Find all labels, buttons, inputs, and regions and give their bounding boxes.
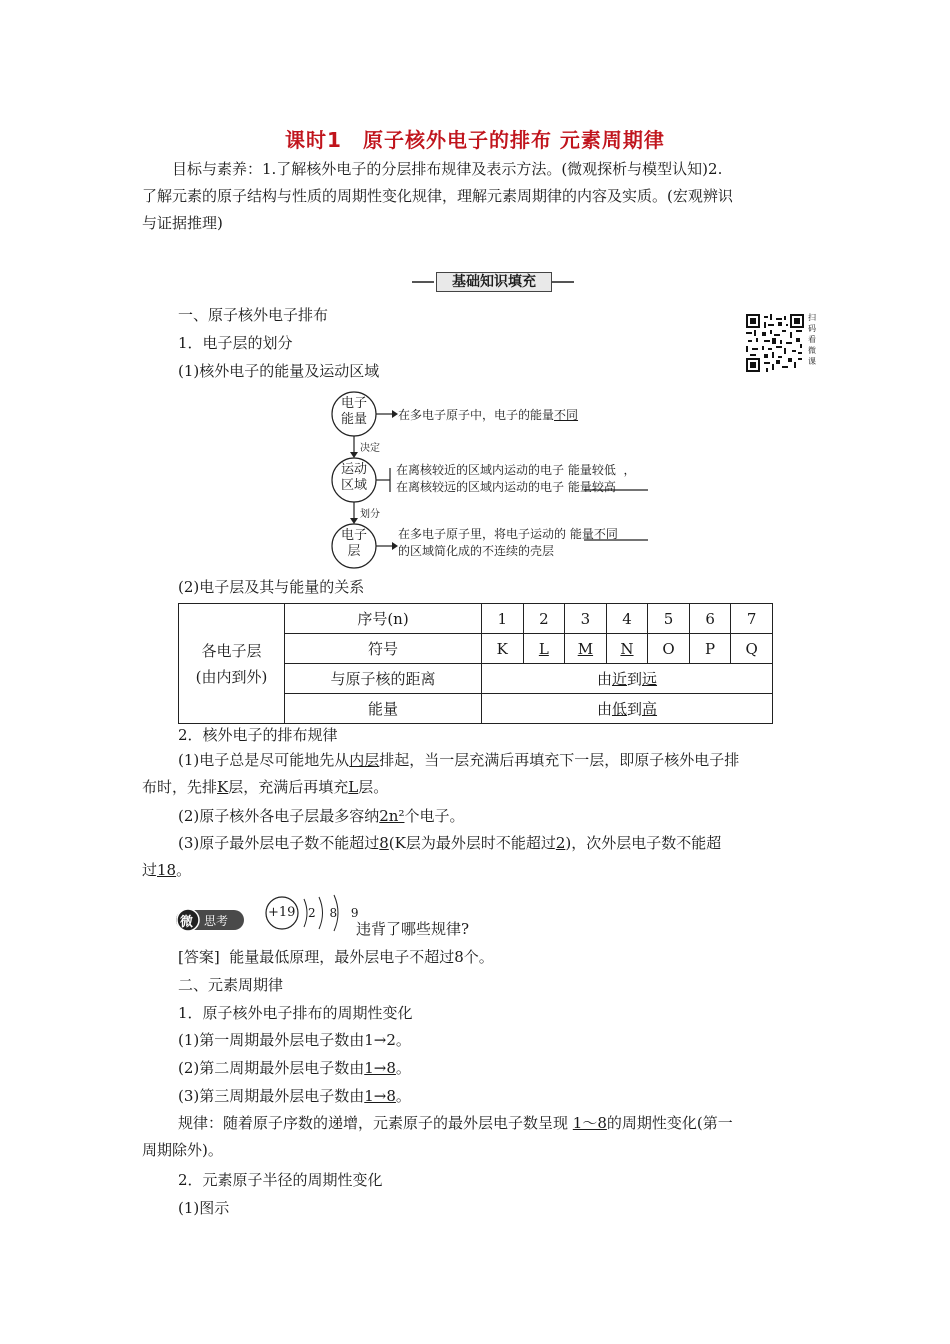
node-region-l2: 区域 — [340, 478, 367, 493]
learning-goals — [142, 156, 808, 237]
cell-label-energy: 能量 — [285, 694, 482, 724]
cell-distance: 由近到远 — [482, 664, 773, 694]
node-shell-l1: 电子 — [340, 528, 367, 543]
periodic-rule: 规律：随着原子序数的递增，元素原子的最外层电子数呈现 1～8的周期性变化(第一 周期除外)。 — [142, 1114, 733, 1159]
rule-1: (1)电子总是尽可能地先从内层排起，当一层充满后再填充下一层，即原子核外电子排 布时，先排K层，充满后再填充L层。 — [142, 751, 740, 796]
qr-code-icon[interactable] — [746, 314, 804, 372]
subsection-1-2: 2．核外电子的排布规律 — [178, 726, 338, 744]
region-note: 在离核较近的区域内运动的电子 能量较低 ， 在离核较远的区域内运动的电子 能量较高 — [396, 463, 636, 494]
energy-note: 在多电子原子中，电子的能量不同 — [398, 408, 579, 422]
section-2-heading: 二、元素周期律 — [178, 976, 284, 994]
cell-label-n: 序号(n) — [285, 604, 482, 634]
subsection-1-1: 1．电子层的划分 — [178, 334, 293, 352]
node-shell-l2: 层 — [347, 544, 361, 559]
section-banner — [412, 272, 574, 292]
table-row-header: 各电子层 (由内到外) — [179, 604, 285, 724]
atom-structure-diagram: +19 2 8 9 — [264, 893, 352, 935]
node-energy-l2: 能量 — [340, 412, 367, 427]
think-badge: 微 思考 — [176, 908, 244, 932]
cell-label-symbol: 符号 — [285, 634, 482, 664]
period-1-line: (1)第一周期最外层电子数由1→2。 — [178, 1031, 411, 1049]
subsection-2-2a: (1)图示 — [178, 1199, 230, 1217]
node-energy-l1: 电子 — [340, 396, 367, 411]
energy-diagram — [326, 390, 656, 570]
goal-line-3: 与证据推理) — [142, 214, 223, 232]
node-region-l1: 运动 — [340, 462, 367, 477]
rule-2: (2)原子核外各电子层最多容纳2n²个电子。 — [178, 807, 465, 825]
arrow-label-divides: 划分 — [360, 509, 380, 520]
page-title: 课时1 原子核外电子的排布 元素周期律 — [285, 128, 665, 152]
think-answer: [答案] 能量最低原理，最外层电子不超过8个。 — [178, 948, 494, 966]
subsection-1-1b: (2)电子层及其与能量的关系 — [178, 578, 365, 596]
banner-label: 基础知识填充 — [436, 272, 552, 292]
shell-table: 各电子层 (由内到外) 序号(n) 1 2 3 4 5 6 7 符号 K L M N O P Q 与原子核的距离 由近到远 能量 由低到高 — [178, 603, 773, 724]
cell-label-distance: 与原子核的距离 — [285, 664, 482, 694]
shell-note: 在多电子原子里，将电子运动的 能量不同 的区域简化成的不连续的壳层 — [398, 527, 618, 558]
subsection-2-2: 2．元素原子半径的周期性变化 — [178, 1171, 383, 1189]
subsection-1-1a: (1)核外电子的能量及运动区域 — [178, 362, 380, 380]
subsection-2-1: 1．原子核外电子排布的周期性变化 — [178, 1004, 413, 1022]
period-3-line: (3)第三周期最外层电子数由1→8。 — [178, 1087, 411, 1105]
arrow-label-determines: 决定 — [360, 443, 380, 454]
period-2-line: (2)第二周期最外层电子数由1→8。 — [178, 1059, 411, 1077]
goal-line-1: 目标与素养：1.了解核外电子的分层排布规律及表示方法。(微观探析与模型认知)2. — [172, 160, 723, 178]
rule-3: (3)原子最外层电子数不能超过8(K层为最外层时不能超过2)，次外层电子数不能超 过18。 — [142, 834, 722, 879]
think-question: 违背了哪些规律? — [356, 920, 470, 938]
section-1-heading: 一、原子核外电子排布 — [178, 306, 329, 324]
cell-energy: 由低到高 — [482, 694, 773, 724]
goal-line-2: 了解元素的原子结构与性质的周期性变化规律，理解元素周期律的内容及实质。(宏观辨识 — [142, 187, 733, 205]
qr-caption: 扫码看微课 — [808, 313, 816, 366]
